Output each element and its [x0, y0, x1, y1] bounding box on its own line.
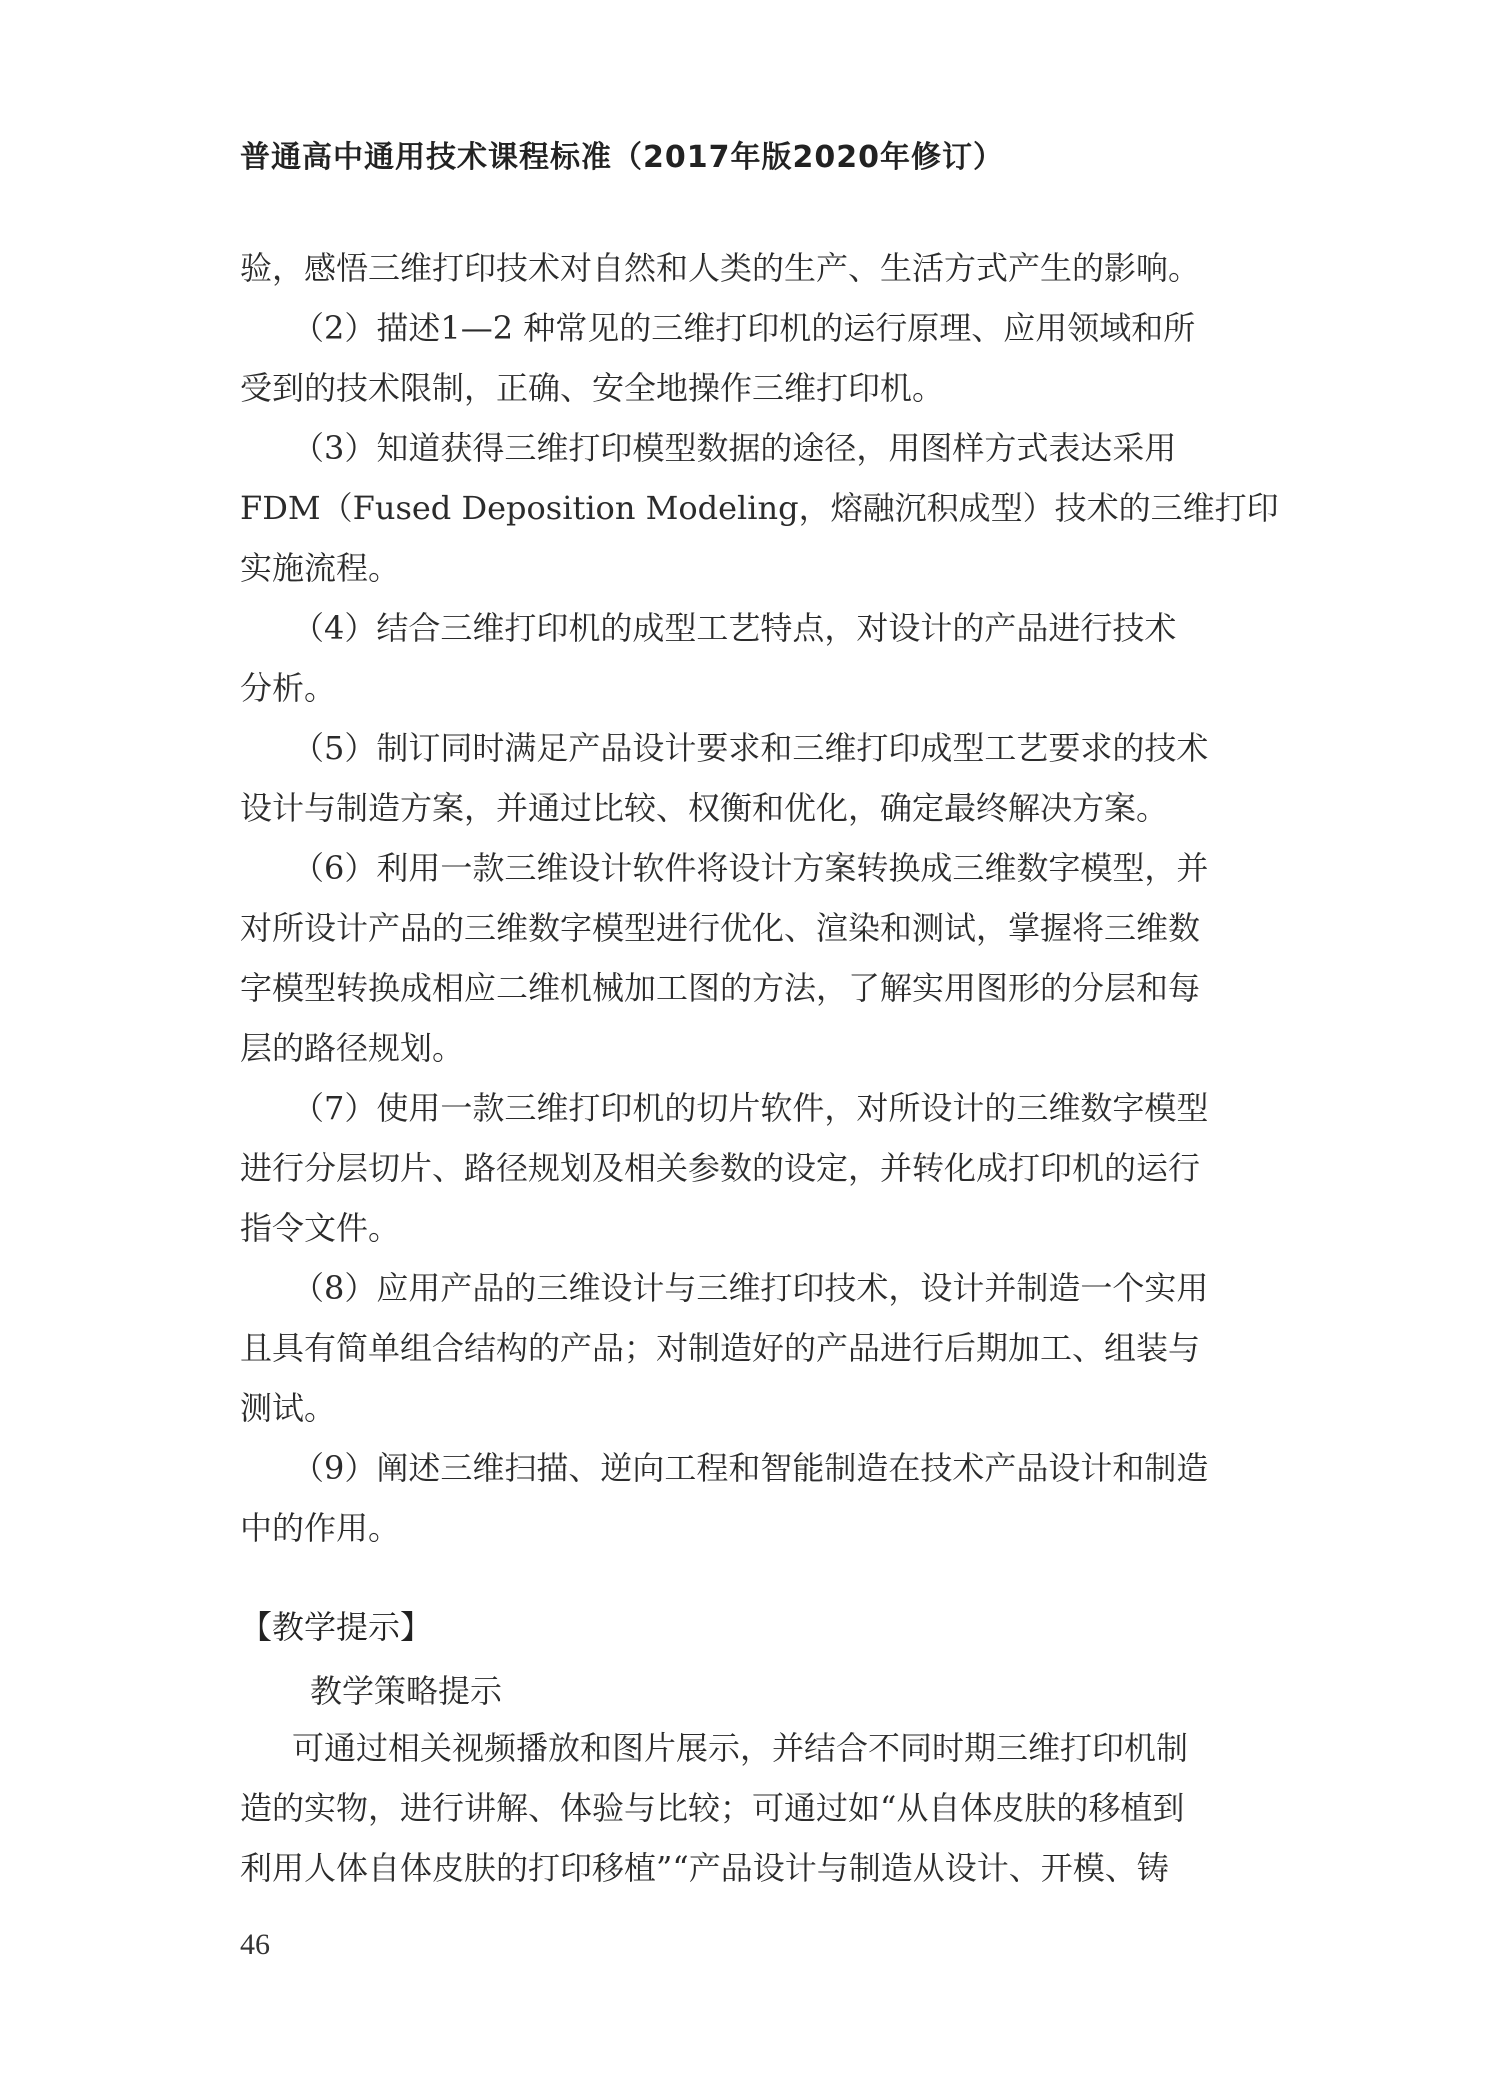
text-line: 层的路径规划。: [240, 1029, 465, 1067]
paragraph-continuation: [240, 238, 1260, 298]
list-item-4: [240, 598, 1260, 718]
text-line: 受到的技术限制，正确、安全地操作三维打印机。: [240, 369, 945, 407]
text-line: （2）描述1—2 种常见的三维打印机的运行原理、应用领域和所: [292, 309, 1196, 347]
list-item-7: [240, 1078, 1260, 1258]
list-item-2: [240, 298, 1260, 418]
text-line: （3）知道获得三维打印模型数据的途径，用图样方式表达采用: [292, 429, 1177, 467]
text-line: 中的作用。: [240, 1509, 401, 1547]
text-line: 分析。: [240, 669, 337, 707]
text-line: 测试。: [240, 1389, 337, 1427]
text-line: 指令文件。: [240, 1209, 401, 1247]
text-line: 验，感悟三维打印技术对自然和人类的生产、生活方式产生的影响。: [240, 249, 1201, 287]
teaching-tips: [240, 1718, 1260, 1898]
text-line: 且具有简单组合结构的产品；对制造好的产品进行后期加工、组装与: [240, 1329, 1201, 1367]
list-item-8: [240, 1258, 1260, 1438]
text-line: 可通过相关视频播放和图片展示，并结合不同时期三维打印机制: [292, 1729, 1189, 1767]
running-header: 普通高中通用技术课程标准（2017年版2020年修订）: [240, 140, 1004, 175]
text-line: 设计与制造方案，并通过比较、权衡和优化，确定最终解决方案。: [240, 789, 1169, 827]
text-line: 实施流程。: [240, 549, 401, 587]
text-line: （7）使用一款三维打印机的切片软件，对所设计的三维数字模型: [292, 1089, 1209, 1127]
tips-paragraph: [240, 1718, 1260, 1898]
standards-list: [240, 238, 1279, 1558]
text-line: 对所设计产品的三维数字模型进行优化、渲染和测试，掌握将三维数: [240, 909, 1201, 947]
text-line: 造的实物，进行讲解、体验与比较；可通过如“从自体皮肤的移植到: [240, 1789, 1185, 1827]
text-line: （4）结合三维打印机的成型工艺特点，对设计的产品进行技术: [292, 609, 1177, 647]
list-item-6: [240, 838, 1260, 1078]
text-line: FDM（Fused Deposition Modeling，熔融沉积成型）技术的三维打印: [240, 489, 1279, 527]
text-line: （6）利用一款三维设计软件将设计方案转换成三维数字模型，并: [292, 849, 1209, 887]
list-item-3: [240, 418, 1279, 598]
sub-heading: 教学策略提示: [310, 1672, 503, 1710]
text-line: （9）阐述三维扫描、逆向工程和智能制造在技术产品设计和制造: [292, 1449, 1209, 1487]
list-item-9: [240, 1438, 1260, 1558]
section-heading: 【教学提示】: [240, 1608, 433, 1646]
text-line: （5）制订同时满足产品设计要求和三维打印成型工艺要求的技术: [292, 729, 1209, 767]
page-number: 46: [240, 1928, 270, 1961]
text-line: （8）应用产品的三维设计与三维打印技术，设计并制造一个实用: [292, 1269, 1209, 1307]
list-item-5: [240, 718, 1260, 838]
text-line: 字模型转换成相应二维机械加工图的方法，了解实用图形的分层和每: [240, 969, 1201, 1007]
text-line: 利用人体自体皮肤的打印移植”“产品设计与制造从设计、开模、铸: [240, 1849, 1169, 1887]
text-line: 进行分层切片、路径规划及相关参数的设定，并转化成打印机的运行: [240, 1149, 1201, 1187]
